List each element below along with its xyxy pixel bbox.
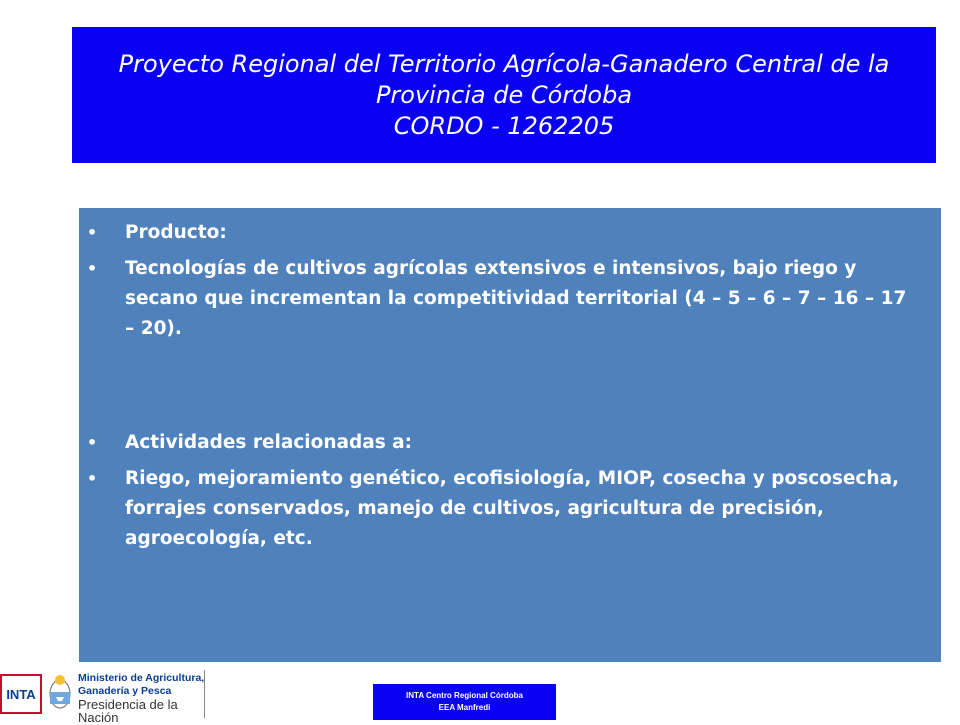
bullet-icon: •	[87, 433, 98, 452]
bullet-icon: •	[87, 469, 98, 488]
ministry-line-1: Ministerio de Agricultura,	[78, 672, 205, 684]
inta-logo: INTA	[0, 674, 42, 714]
bullet-list	[87, 218, 919, 554]
title-line-2: Provincia de Córdoba	[375, 80, 633, 109]
spacer	[87, 350, 919, 422]
title-line-3: CORDO - 1262205	[393, 111, 615, 140]
title-line-1: Proyecto Regional del Territorio Agrícola-Ganadero Central de la	[118, 49, 890, 78]
list-item	[87, 428, 919, 458]
footer-logos	[0, 666, 210, 725]
ministry-line-3: Presidencia de la Nación	[78, 697, 178, 725]
content-panel	[79, 208, 941, 662]
list-item	[87, 254, 919, 344]
item-text: Riego, mejoramiento genético, ecofisiología, MIOP, cosecha y poscosecha, forrajes conservados, manejo de cultivos, agricultura de precisión, agroecología, etc.	[125, 468, 900, 549]
argentina-shield-icon	[47, 672, 73, 712]
list-item	[87, 464, 919, 554]
ministry-text	[78, 672, 210, 724]
slide-title	[72, 27, 936, 163]
institution-badge	[373, 684, 556, 720]
item-text: Producto:	[125, 222, 227, 243]
bullet-icon: •	[87, 259, 98, 278]
list-item	[87, 218, 919, 248]
footer-divider	[204, 670, 205, 718]
ministry-line-2: Ganadería y Pesca	[78, 685, 172, 697]
institution-line-1: INTA Centro Regional Córdoba	[406, 691, 523, 700]
item-text: Tecnologías de cultivos agrícolas extensivos e intensivos, bajo riego y secano que incrementan la competitividad territorial (4 – 5 – 6 – 7 – 16 – 17 – 20).	[125, 258, 907, 339]
institution-line-2: EEA Manfredi	[438, 703, 491, 712]
item-text: Actividades relacionadas a:	[125, 432, 413, 453]
bullet-icon: •	[87, 223, 98, 242]
